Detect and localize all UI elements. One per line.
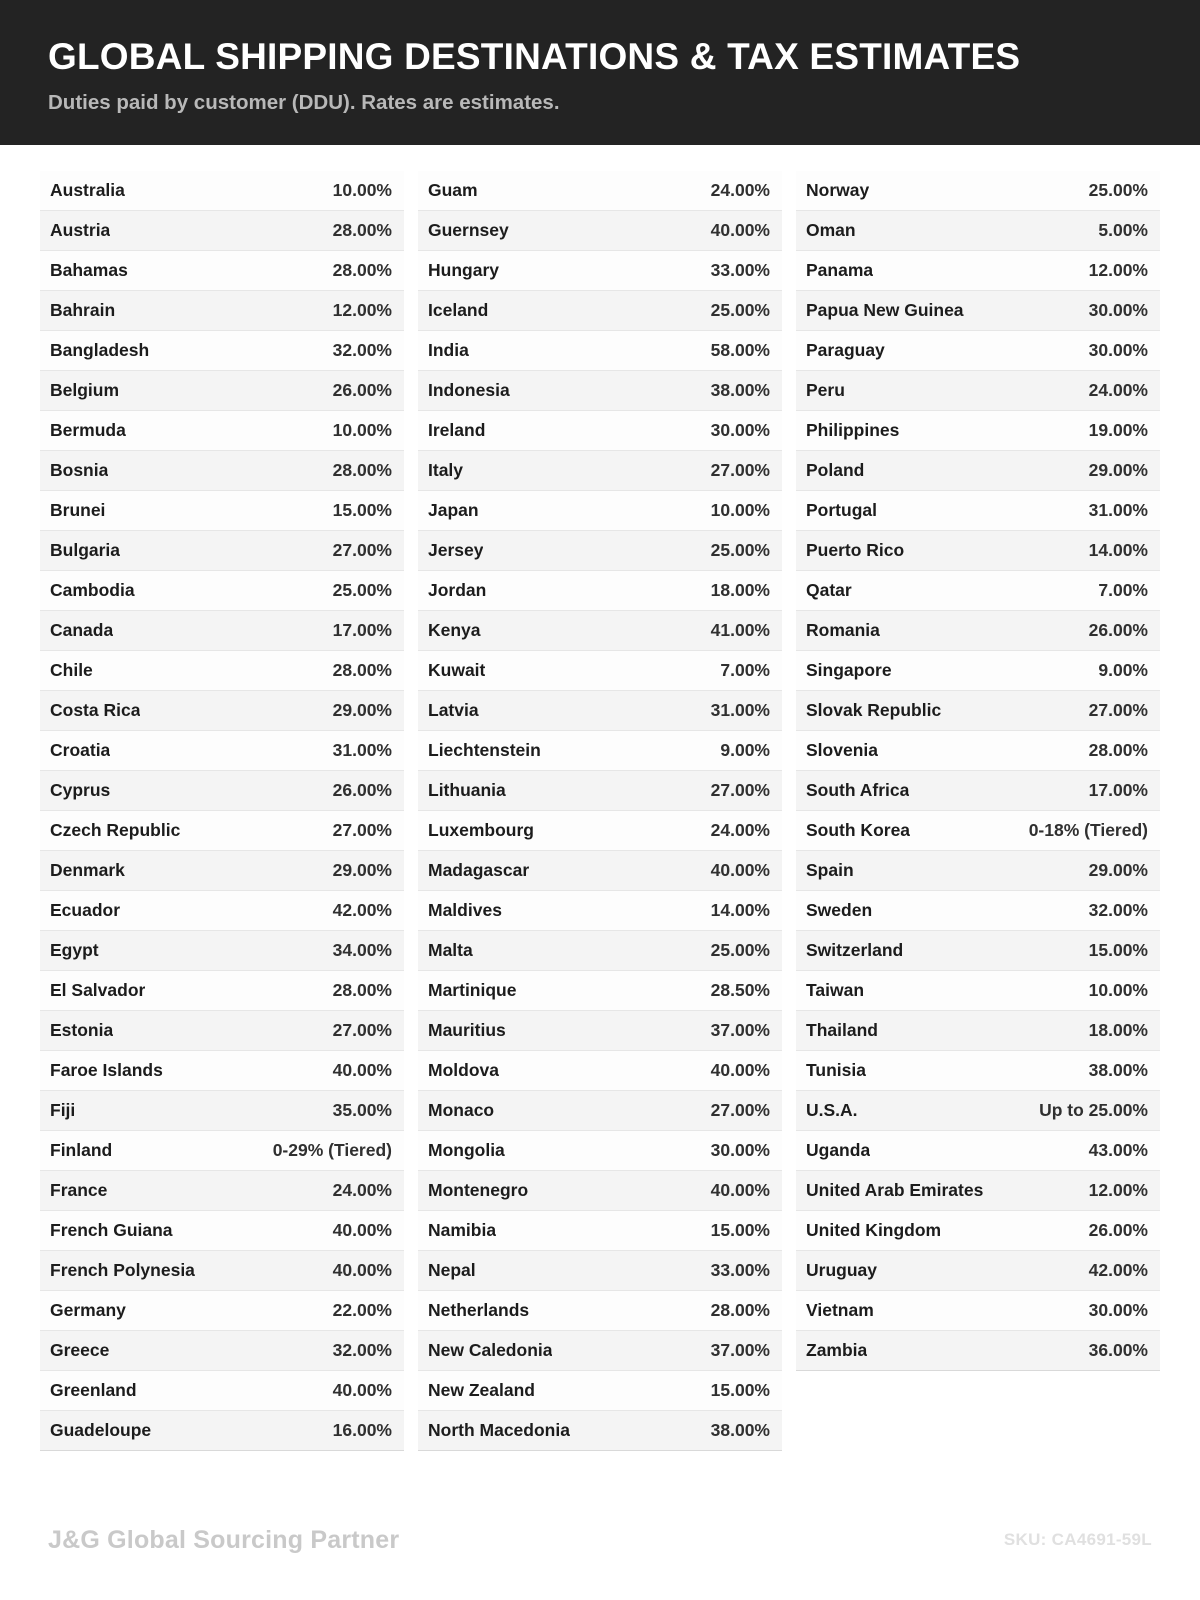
table-row	[796, 1011, 1160, 1051]
tax-rate: 30.00%	[1088, 299, 1148, 320]
table-row	[796, 571, 1160, 611]
table-row	[418, 611, 782, 651]
country-name: Zambia	[806, 1339, 868, 1360]
table-row	[796, 691, 1160, 731]
table-row	[40, 1251, 404, 1291]
tax-rate: 40.00%	[710, 219, 770, 240]
table-row	[418, 1011, 782, 1051]
country-name: French Polynesia	[50, 1259, 195, 1280]
table-row	[418, 491, 782, 531]
country-name: Guadeloupe	[50, 1419, 152, 1440]
country-name: Egypt	[50, 939, 99, 960]
table-row	[40, 531, 404, 571]
country-name: Martinique	[428, 979, 517, 1000]
rates-column	[40, 171, 404, 1451]
country-name: Uruguay	[806, 1259, 877, 1280]
table-row	[40, 1051, 404, 1091]
country-name: Mongolia	[428, 1139, 505, 1160]
country-name: Singapore	[806, 659, 892, 680]
country-name: Bermuda	[50, 419, 126, 440]
country-name: Sweden	[806, 899, 873, 920]
tax-rate: 31.00%	[710, 699, 770, 720]
tax-rate: 18.00%	[710, 579, 770, 600]
country-name: Bosnia	[50, 459, 109, 480]
tax-rate: 30.00%	[1088, 1299, 1148, 1320]
country-name: Italy	[428, 459, 464, 480]
table-row	[796, 291, 1160, 331]
table-row	[418, 1211, 782, 1251]
tax-rate: 26.00%	[332, 379, 392, 400]
country-name: Finland	[50, 1139, 113, 1160]
country-name: Nepal	[428, 1259, 476, 1280]
tax-rate: 30.00%	[1088, 339, 1148, 360]
table-row	[40, 1171, 404, 1211]
table-row	[418, 1411, 782, 1451]
country-name: Panama	[806, 259, 874, 280]
table-row	[418, 531, 782, 571]
country-name: French Guiana	[50, 1219, 173, 1240]
tax-rate: 12.00%	[1088, 1179, 1148, 1200]
tax-rate: 41.00%	[710, 619, 770, 640]
table-row	[40, 451, 404, 491]
rates-body	[0, 145, 1200, 1480]
country-name: Ireland	[428, 419, 486, 440]
tax-rate: 38.00%	[710, 1419, 770, 1440]
country-name: Paraguay	[806, 339, 885, 360]
tax-rate: 29.00%	[332, 859, 392, 880]
table-row	[418, 1371, 782, 1411]
tax-rate: 25.00%	[332, 579, 392, 600]
tax-rate: 34.00%	[332, 939, 392, 960]
tax-rate: 31.00%	[332, 739, 392, 760]
table-row	[418, 171, 782, 211]
tax-rate: 38.00%	[1088, 1059, 1148, 1080]
country-name: United Arab Emirates	[806, 1179, 984, 1200]
tax-rate: 26.00%	[332, 779, 392, 800]
table-row	[796, 1091, 1160, 1131]
table-row	[796, 731, 1160, 771]
country-name: India	[428, 339, 469, 360]
table-row	[796, 931, 1160, 971]
table-row	[40, 1291, 404, 1331]
tax-rate: 9.00%	[720, 739, 770, 760]
table-row	[796, 971, 1160, 1011]
country-name: Luxembourg	[428, 819, 534, 840]
tax-rate: 26.00%	[1088, 619, 1148, 640]
table-row	[418, 891, 782, 931]
table-row	[796, 811, 1160, 851]
tax-rate: 40.00%	[710, 859, 770, 880]
country-name: Bahamas	[50, 259, 128, 280]
country-name: Lithuania	[428, 779, 506, 800]
country-name: Moldova	[428, 1059, 499, 1080]
table-row	[796, 611, 1160, 651]
country-name: New Caledonia	[428, 1339, 553, 1360]
tax-rate: 24.00%	[710, 819, 770, 840]
table-row	[40, 851, 404, 891]
country-name: Spain	[806, 859, 854, 880]
table-row	[40, 1211, 404, 1251]
tax-rate: 27.00%	[710, 459, 770, 480]
tax-rate: 40.00%	[332, 1219, 392, 1240]
tax-rate: 25.00%	[710, 299, 770, 320]
sku-label: SKU: CA4691-59L	[1003, 1530, 1152, 1549]
table-row	[796, 251, 1160, 291]
country-name: Guernsey	[428, 219, 509, 240]
country-name: Ecuador	[50, 899, 121, 920]
table-row	[40, 1091, 404, 1131]
tax-rate: 25.00%	[1088, 179, 1148, 200]
table-row	[418, 931, 782, 971]
table-row	[418, 691, 782, 731]
country-name: Montenegro	[428, 1179, 529, 1200]
table-row	[418, 1251, 782, 1291]
table-row	[796, 1171, 1160, 1211]
table-row	[796, 1291, 1160, 1331]
table-row	[796, 531, 1160, 571]
tax-rate: 29.00%	[332, 699, 392, 720]
table-row	[796, 171, 1160, 211]
tax-rate: 29.00%	[1088, 859, 1148, 880]
tax-rate: 22.00%	[332, 1299, 392, 1320]
tax-rate: 15.00%	[710, 1219, 770, 1240]
country-name: Slovenia	[806, 739, 878, 760]
tax-rate: 28.00%	[332, 459, 392, 480]
country-name: Austria	[50, 219, 111, 240]
document-footer	[0, 1480, 1200, 1600]
country-name: Estonia	[50, 1019, 114, 1040]
tax-rate: 17.00%	[1088, 779, 1148, 800]
country-name: Cyprus	[50, 779, 111, 800]
table-row	[418, 811, 782, 851]
tax-rate: 32.00%	[1088, 899, 1148, 920]
table-row	[418, 1131, 782, 1171]
table-row	[40, 371, 404, 411]
country-name: Malta	[428, 939, 473, 960]
country-name: Poland	[806, 459, 865, 480]
tax-rate: 38.00%	[710, 379, 770, 400]
table-row	[418, 1331, 782, 1371]
tax-rate: 30.00%	[710, 419, 770, 440]
document-header	[0, 0, 1200, 145]
tax-rate: 28.00%	[710, 1299, 770, 1320]
tax-rate: 29.00%	[1088, 459, 1148, 480]
country-name: Kuwait	[428, 659, 486, 680]
table-row	[796, 1051, 1160, 1091]
tax-rate: 31.00%	[1088, 499, 1148, 520]
tax-rate: 37.00%	[710, 1019, 770, 1040]
country-name: Chile	[50, 659, 93, 680]
country-name: Peru	[806, 379, 845, 400]
tax-rate: 24.00%	[1088, 379, 1148, 400]
table-row	[418, 411, 782, 451]
country-name: Norway	[806, 179, 870, 200]
tax-rate: 28.00%	[1088, 739, 1148, 760]
tax-rate: 24.00%	[332, 1179, 392, 1200]
tax-rate: 33.00%	[710, 1259, 770, 1280]
table-row	[418, 971, 782, 1011]
table-row	[796, 771, 1160, 811]
table-row	[40, 571, 404, 611]
table-row	[418, 371, 782, 411]
tax-rate: 15.00%	[332, 499, 392, 520]
tax-rate: 30.00%	[710, 1139, 770, 1160]
tax-rate: 32.00%	[332, 339, 392, 360]
tax-rate: 40.00%	[332, 1259, 392, 1280]
tax-rate: 19.00%	[1088, 419, 1148, 440]
table-row	[40, 411, 404, 451]
table-row	[796, 411, 1160, 451]
table-row	[418, 571, 782, 611]
table-row	[40, 251, 404, 291]
table-row	[418, 1091, 782, 1131]
country-name: Bulgaria	[50, 539, 121, 560]
country-name: Oman	[806, 219, 856, 240]
country-name: Maldives	[428, 899, 502, 920]
tax-rate: 35.00%	[332, 1099, 392, 1120]
country-name: Taiwan	[806, 979, 865, 1000]
tax-rate: 33.00%	[710, 259, 770, 280]
country-name: Qatar	[806, 579, 852, 600]
tax-rate: 28.00%	[332, 219, 392, 240]
country-name: Uganda	[806, 1139, 871, 1160]
tax-rate: 36.00%	[1088, 1339, 1148, 1360]
country-name: Hungary	[428, 259, 499, 280]
table-row	[418, 771, 782, 811]
country-name: Namibia	[428, 1219, 497, 1240]
page-subtitle: Duties paid by customer (DDU). Rates are estimates.	[48, 90, 560, 114]
tax-rate: 5.00%	[1098, 219, 1148, 240]
table-row	[796, 891, 1160, 931]
country-name: Jersey	[428, 539, 484, 560]
country-name: U.S.A.	[806, 1099, 858, 1120]
table-row	[40, 1011, 404, 1051]
country-name: Denmark	[50, 859, 125, 880]
country-name: South Africa	[806, 779, 910, 800]
country-name: Indonesia	[428, 379, 510, 400]
country-name: Brunei	[50, 499, 106, 520]
tax-rate: 32.00%	[332, 1339, 392, 1360]
country-name: Thailand	[806, 1019, 878, 1040]
tax-rate: 17.00%	[332, 619, 392, 640]
country-name: Faroe Islands	[50, 1059, 163, 1080]
country-name: Fiji	[50, 1099, 76, 1120]
table-row	[796, 1131, 1160, 1171]
table-row	[796, 211, 1160, 251]
table-row	[418, 251, 782, 291]
table-row	[418, 451, 782, 491]
tax-rate: 16.00%	[332, 1419, 392, 1440]
tax-rate: 15.00%	[1088, 939, 1148, 960]
page-title: GLOBAL SHIPPING DESTINATIONS & TAX ESTIMATES	[48, 36, 1021, 77]
rates-column	[418, 171, 782, 1451]
tax-rate: 27.00%	[710, 779, 770, 800]
country-name: Latvia	[428, 699, 479, 720]
tax-rate: 10.00%	[332, 179, 392, 200]
tax-rate: 10.00%	[1088, 979, 1148, 1000]
country-name: Bahrain	[50, 299, 116, 320]
country-name: Canada	[50, 619, 114, 640]
tax-rate: 12.00%	[1088, 259, 1148, 280]
table-row	[796, 371, 1160, 411]
country-name: Switzerland	[806, 939, 904, 960]
table-row	[796, 1251, 1160, 1291]
table-row	[40, 171, 404, 211]
table-row	[40, 1331, 404, 1371]
table-row	[418, 1051, 782, 1091]
country-name: South Korea	[806, 819, 911, 840]
tax-rate: 42.00%	[332, 899, 392, 920]
table-row	[40, 771, 404, 811]
table-row	[796, 851, 1160, 891]
country-name: Vietnam	[806, 1299, 874, 1320]
country-name: Czech Republic	[50, 819, 181, 840]
country-name: Belgium	[50, 379, 120, 400]
tax-rate: 24.00%	[710, 179, 770, 200]
tax-rate: 40.00%	[332, 1379, 392, 1400]
table-row	[418, 651, 782, 691]
tax-rate: 10.00%	[332, 419, 392, 440]
country-name: Greenland	[50, 1379, 137, 1400]
country-name: Germany	[50, 1299, 126, 1320]
tax-rate: 12.00%	[332, 299, 392, 320]
table-row	[796, 1331, 1160, 1371]
tax-rate: 14.00%	[710, 899, 770, 920]
country-name: Madagascar	[428, 859, 530, 880]
table-row	[418, 731, 782, 771]
table-row	[796, 331, 1160, 371]
rates-column	[796, 171, 1160, 1371]
tax-rate: 40.00%	[710, 1179, 770, 1200]
table-row	[418, 1291, 782, 1331]
table-row	[40, 491, 404, 531]
table-row	[418, 851, 782, 891]
country-name: United Kingdom	[806, 1219, 942, 1240]
country-name: Bangladesh	[50, 339, 150, 360]
tax-rate: 40.00%	[332, 1059, 392, 1080]
table-row	[796, 651, 1160, 691]
table-row	[40, 1131, 404, 1171]
tax-rate: 27.00%	[710, 1099, 770, 1120]
table-row	[796, 451, 1160, 491]
table-row	[40, 291, 404, 331]
tax-rate: 42.00%	[1088, 1259, 1148, 1280]
table-row	[40, 891, 404, 931]
country-name: Australia	[50, 179, 125, 200]
tax-rate: 7.00%	[1098, 579, 1148, 600]
country-name: Papua New Guinea	[806, 299, 964, 320]
tax-rate: 43.00%	[1088, 1139, 1148, 1160]
tax-rate: 28.00%	[332, 979, 392, 1000]
tax-rate: 27.00%	[332, 819, 392, 840]
table-row	[40, 1411, 404, 1451]
country-name: Tunisia	[806, 1059, 866, 1080]
table-row	[40, 1371, 404, 1411]
country-name: North Macedonia	[428, 1419, 570, 1440]
table-row	[40, 971, 404, 1011]
country-name: Romania	[806, 619, 880, 640]
table-row	[40, 931, 404, 971]
table-row	[40, 731, 404, 771]
tax-rate: 27.00%	[332, 1019, 392, 1040]
tax-rate: 27.00%	[1088, 699, 1148, 720]
table-row	[796, 1211, 1160, 1251]
country-name: Monaco	[428, 1099, 495, 1120]
country-name: New Zealand	[428, 1379, 535, 1400]
table-row	[40, 611, 404, 651]
country-name: Greece	[50, 1339, 110, 1360]
country-name: Philippines	[806, 419, 900, 440]
tax-rate: 40.00%	[710, 1059, 770, 1080]
country-name: Netherlands	[428, 1299, 530, 1320]
table-row	[40, 811, 404, 851]
table-row	[418, 1171, 782, 1211]
tax-rate: 28.00%	[332, 659, 392, 680]
country-name: France	[50, 1179, 108, 1200]
country-name: Portugal	[806, 499, 877, 520]
tax-rate: 14.00%	[1088, 539, 1148, 560]
table-row	[796, 491, 1160, 531]
tax-rate: 27.00%	[332, 539, 392, 560]
country-name: Croatia	[50, 739, 111, 760]
table-row	[418, 291, 782, 331]
table-row	[40, 691, 404, 731]
tax-rate: 28.00%	[332, 259, 392, 280]
country-name: Costa Rica	[50, 699, 141, 720]
brand-label: J&G Global Sourcing Partner	[48, 1525, 400, 1554]
country-name: Iceland	[428, 299, 489, 320]
table-row	[40, 331, 404, 371]
tax-rate: Up to 25.00%	[1039, 1099, 1148, 1120]
country-name: El Salvador	[50, 979, 146, 1000]
country-name: Guam	[428, 179, 478, 200]
tax-rate: 25.00%	[710, 539, 770, 560]
tax-rate: 15.00%	[710, 1379, 770, 1400]
country-name: Liechtenstein	[428, 739, 541, 760]
country-name: Slovak Republic	[806, 699, 942, 720]
country-name: Mauritius	[428, 1019, 506, 1040]
tax-rate: 37.00%	[710, 1339, 770, 1360]
tax-rate: 18.00%	[1088, 1019, 1148, 1040]
table-row	[40, 211, 404, 251]
rates-columns	[40, 171, 1160, 1451]
tax-rate: 7.00%	[720, 659, 770, 680]
country-name: Cambodia	[50, 579, 135, 600]
tax-rate: 0-29% (Tiered)	[272, 1139, 392, 1160]
tax-rate: 28.50%	[710, 979, 770, 1000]
tax-rate: 0-18% (Tiered)	[1028, 819, 1148, 840]
country-name: Kenya	[428, 619, 481, 640]
table-row	[40, 651, 404, 691]
tax-rate: 9.00%	[1098, 659, 1148, 680]
tax-rate: 10.00%	[710, 499, 770, 520]
country-name: Puerto Rico	[806, 539, 905, 560]
tax-rate: 58.00%	[710, 339, 770, 360]
country-name: Japan	[428, 499, 479, 520]
tax-rate: 26.00%	[1088, 1219, 1148, 1240]
table-row	[418, 211, 782, 251]
country-name: Jordan	[428, 579, 487, 600]
table-row	[418, 331, 782, 371]
tax-rate: 25.00%	[710, 939, 770, 960]
